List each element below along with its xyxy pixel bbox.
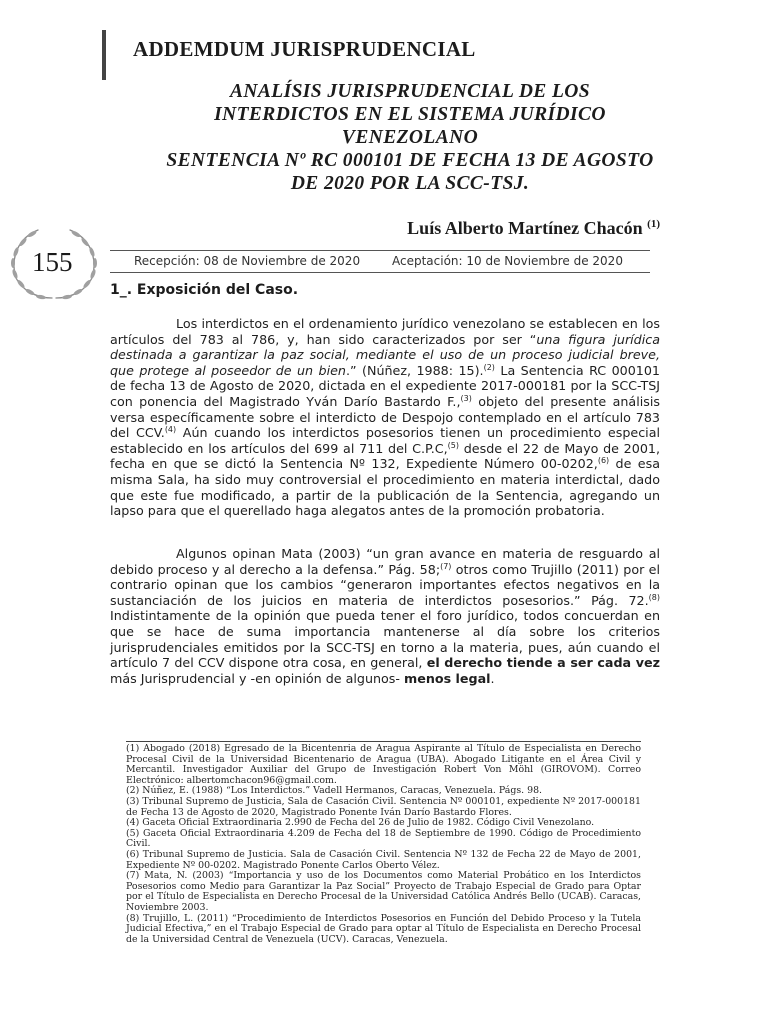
- text-run: Los interdictos en el ordenamiento jurídico venezolano se establecen en los artículos del 783 al 786, y, han sido caracterizados por ser “: [110, 316, 660, 347]
- header-accent-bar: [102, 30, 106, 80]
- author-name-text: Luís Alberto Martínez Chacón: [407, 218, 643, 238]
- bold-phrase: el derecho tiende a ser cada vez: [426, 655, 660, 671]
- footnote: (7) Mata, N. (2003) “Importancia y uso de los Documentos como Material Probático en los Interdictos Posesorios como Medio para Garantizar la Paz Social” Proyecto de Trabajo Especial de Grado para Optar por el Título de Especialista en Derecho Procesal de la Universidad Católica Andrés Bello (UCAB). Caracas, Noviembre 2003.: [126, 870, 641, 913]
- footnote: (1) Abogado (2018) Egresado de la Bicentenria de Aragua Aspirante al Título de Especialista en Derecho Procesal Civil de la Universidad Bicentenario de Aragua (UBA). Abogado Litigante en el Área Civil y Mercantil. Investigador Auxiliar del Grupo de Investigación Robert Von Möhl (GIROVOM). Correo Electrónico: albertomchacon96@gmail.com.: [126, 743, 641, 786]
- title-line: VENEZOLANO: [341, 127, 479, 148]
- text-run: Indistintamente de la opinión que pueda tener el foro jurídico, todos concuerdan en que se hace de suma importancia mantenerse al día sobre los criterios jurisprudenciales emitidos por la SCC-TSJ en torno a la materia, pues, aún cuando el artículo 7 del CCV dispone otra cosa, en general,: [110, 608, 660, 671]
- body-paragraph-2: [110, 546, 660, 686]
- text-run: La Sentencia RC 000101 de fecha 13 de Agosto de 2020, dictada en el expediente 2017-000181 por la SCC-TSJ con ponencia del Magistrado Yván Darío Bastardo F.,: [110, 362, 661, 409]
- footnotes-divider: [126, 741, 641, 742]
- italic-quote: una figura jurídica destinada a garantizar la paz social, mediante el uso de un proceso judicial breve, que protege al poseedor de un bien: [110, 331, 661, 378]
- reception-date: Recepción: 08 de Noviembre de 2020: [134, 254, 361, 268]
- footnote: (2) Núñez, E. (1988) “Los Interdictos.” Vadell Hermanos, Caracas, Venezuela. Págs. 98.: [126, 785, 543, 797]
- section-heading: 1_. Exposición del Caso.: [110, 282, 299, 298]
- text-run: de esa misma Sala, ha sido muy controversial el procedimiento en materia interdictal, dado que este fue modificado, a partir de la publicación de la Sentencia, agregando un lapso para que el querellado haga alegatos antes de la promoción probatoria.: [110, 456, 660, 519]
- footnote: (4) Gaceta Oficial Extraordinaria 2.990 de Fecha del 26 de Julio de 1982. Código Civil Venezolano.: [126, 817, 595, 829]
- text-run: Algunos opinan Mata (2003) “un gran avance en materia de resguardo al debido proceso y al derecho a la defensa.” Pág. 58;: [110, 546, 660, 577]
- title-line: SENTENCIA Nº RC 000101 DE FECHA 13 DE AGOSTO: [166, 150, 654, 171]
- footnote-ref: (8): [648, 592, 660, 602]
- body-paragraph-1: [110, 316, 660, 519]
- acceptance-date: Aceptación: 10 de Noviembre de 2020: [392, 254, 623, 268]
- footnote-ref: (7): [440, 561, 452, 571]
- section-title: ADDEMDUM JURISPRUDENCIAL: [133, 37, 476, 61]
- text-run: más Jurisprudencial y -en opinión de algunos-: [110, 670, 405, 686]
- footnote: (6) Tribunal Supremo de Justicia. Sala de Casación Civil. Sentencia Nº 132 de Fecha 22 de Mayo de 2001, Expediente Nº 00-0202. Magistrado Ponente Carlos Oberto Vélez.: [126, 848, 641, 871]
- document-title: [110, 80, 710, 195]
- text-run: desde el 22 de Mayo de 2001, fecha en que se dictó la Sentencia Nº 132, Expediente Número 00-0202,: [110, 440, 660, 472]
- footnote: (8) Trujillo, L. (2011) “Procedimiento de Interdictos Posesorios en Función del Debido Proceso y la Tutela Judicial Efectiva,” en el Trabajo Especial de Grado para optar al Título de Especialista en Derecho Procesal de la Universidad Central de Venezuela (UCV). Caracas, Venezuela.: [126, 912, 641, 945]
- footnote-ref: (2): [483, 362, 495, 372]
- footnote-ref: (6): [597, 456, 610, 466]
- footnote-ref: (3): [460, 393, 472, 403]
- footnote: (5) Gaceta Oficial Extraordinaria 4.209 de Fecha del 18 de Septiembre de 1990. Código de Procedimiento Civil.: [126, 827, 641, 850]
- text-run: Aún cuando los interdictos posesorios tienen un procedimiento especial establecido en los artículos del 699 al 711 del C.P.C,: [110, 425, 660, 456]
- text-run: objeto del presente análisis versa específicamente sobre el interdicto de Despojo contemplado en el artículo 783 del CCV.: [110, 393, 660, 441]
- title-line: ANALÍSIS JURISPRUDENCIAL DE LOS: [229, 81, 591, 102]
- title-line: DE 2020 POR LA SCC-TSJ.: [290, 173, 530, 194]
- author-name: [407, 218, 660, 239]
- text-run: otros como Trujillo (2011) por el contrario opinan que los cambios “generaron importantes efectos negativos en la sustanciación de los juicios en materia de interdictos posesorios.” Pág. 72.: [110, 561, 660, 608]
- footnote-ref: (4): [164, 424, 177, 434]
- text-run: .: [490, 670, 495, 686]
- footnote: (3) Tribunal Supremo de Justicia, Sala de Casación Civil. Sentencia Nº 000101, expediente Nº 2017-000181 de Fecha 13 de Agosto de 2020, Magistrado Ponente Iván Darío Bastardo Flores.: [126, 795, 641, 818]
- author-footnote-ref: (1): [647, 218, 660, 230]
- footnotes: [126, 744, 641, 945]
- divider-bottom: [110, 272, 650, 273]
- divider-top: [110, 250, 650, 251]
- title-line: INTERDICTOS EN EL SISTEMA JURÍDICO: [214, 104, 606, 125]
- footnote-ref: (5): [447, 440, 459, 450]
- text-run: .” (Núñez, 1988: 15).: [345, 362, 484, 378]
- page-number: 155: [32, 247, 73, 277]
- bold-phrase: menos legal: [404, 670, 491, 686]
